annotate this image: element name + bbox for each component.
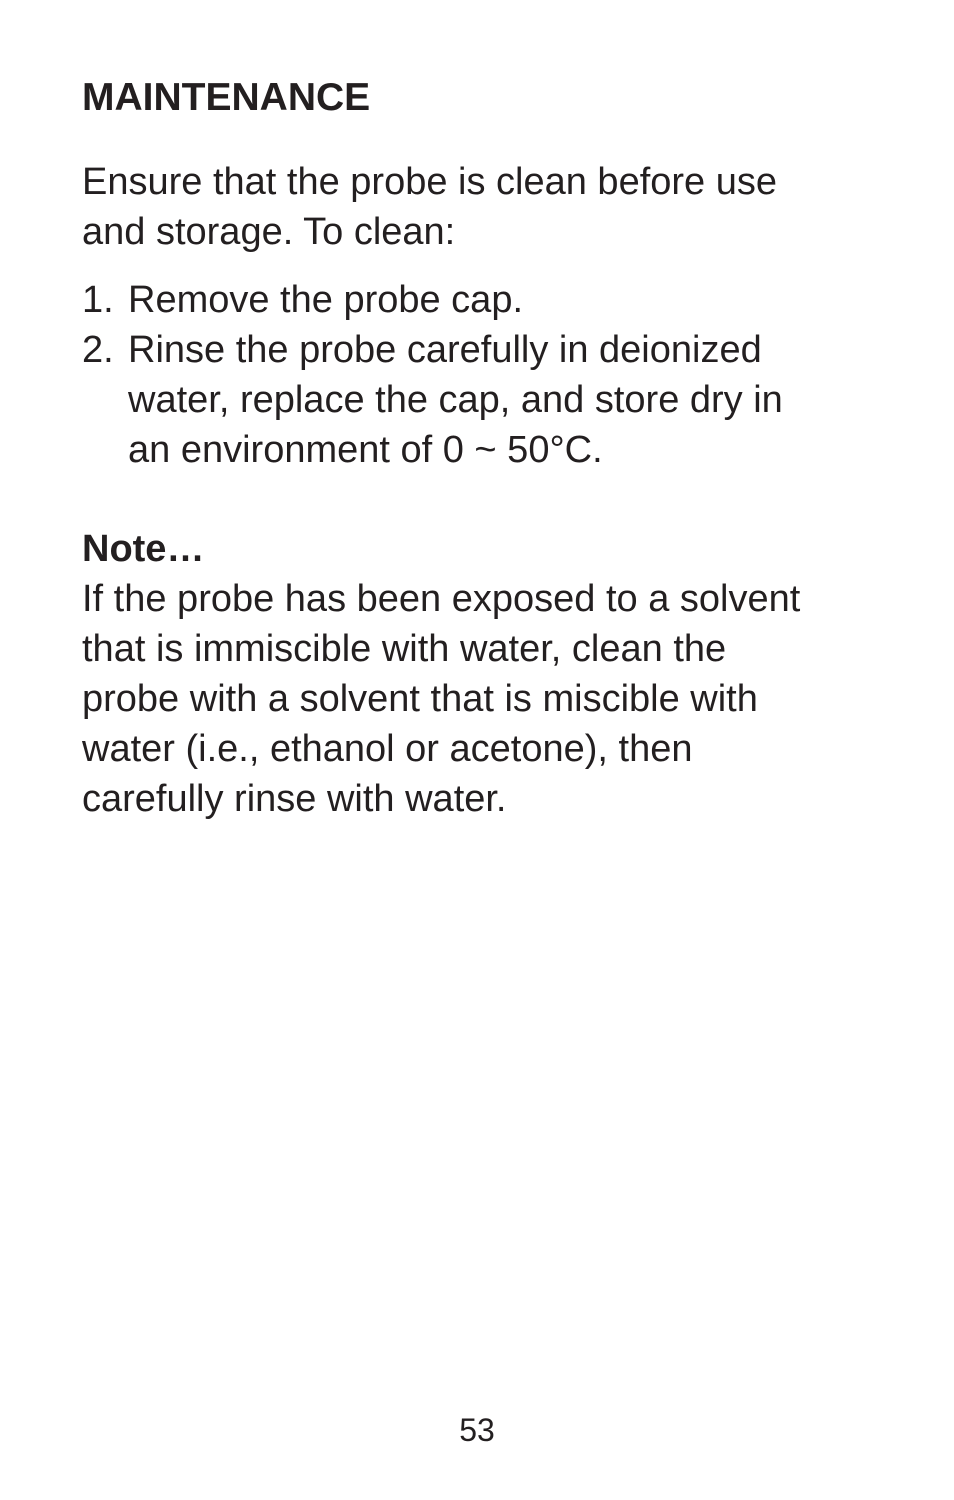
- step-line: water, replace the cap, and store dry in: [128, 379, 783, 421]
- note-heading: Note…: [82, 528, 205, 570]
- note-line: If the probe has been exposed to a solvent: [82, 578, 801, 620]
- list-item: [82, 275, 882, 325]
- step-line: Rinse the probe carefully in deionized: [128, 329, 762, 371]
- cleaning-steps-list: [82, 275, 882, 475]
- step-number: 2.: [82, 329, 114, 371]
- step-line: Remove the probe cap.: [128, 279, 524, 321]
- note-paragraph: [82, 574, 882, 824]
- list-item: [82, 325, 882, 475]
- note-line: water (i.e., ethanol or acetone), then: [82, 728, 693, 770]
- intro-paragraph: [82, 157, 882, 257]
- step-number: 1.: [82, 279, 114, 321]
- note-line: probe with a solvent that is miscible with: [82, 678, 758, 720]
- note-line: that is immiscible with water, clean the: [82, 628, 727, 670]
- page-number: 53: [459, 1412, 495, 1448]
- step-line: an environment of 0 ~ 50°C.: [128, 429, 603, 471]
- intro-line: and storage. To clean:: [82, 211, 456, 253]
- intro-line: Ensure that the probe is clean before use: [82, 161, 778, 203]
- section-heading: MAINTENANCE: [82, 76, 371, 119]
- note-line: carefully rinse with water.: [82, 778, 507, 820]
- step-text: [128, 275, 882, 325]
- step-text: [128, 325, 882, 475]
